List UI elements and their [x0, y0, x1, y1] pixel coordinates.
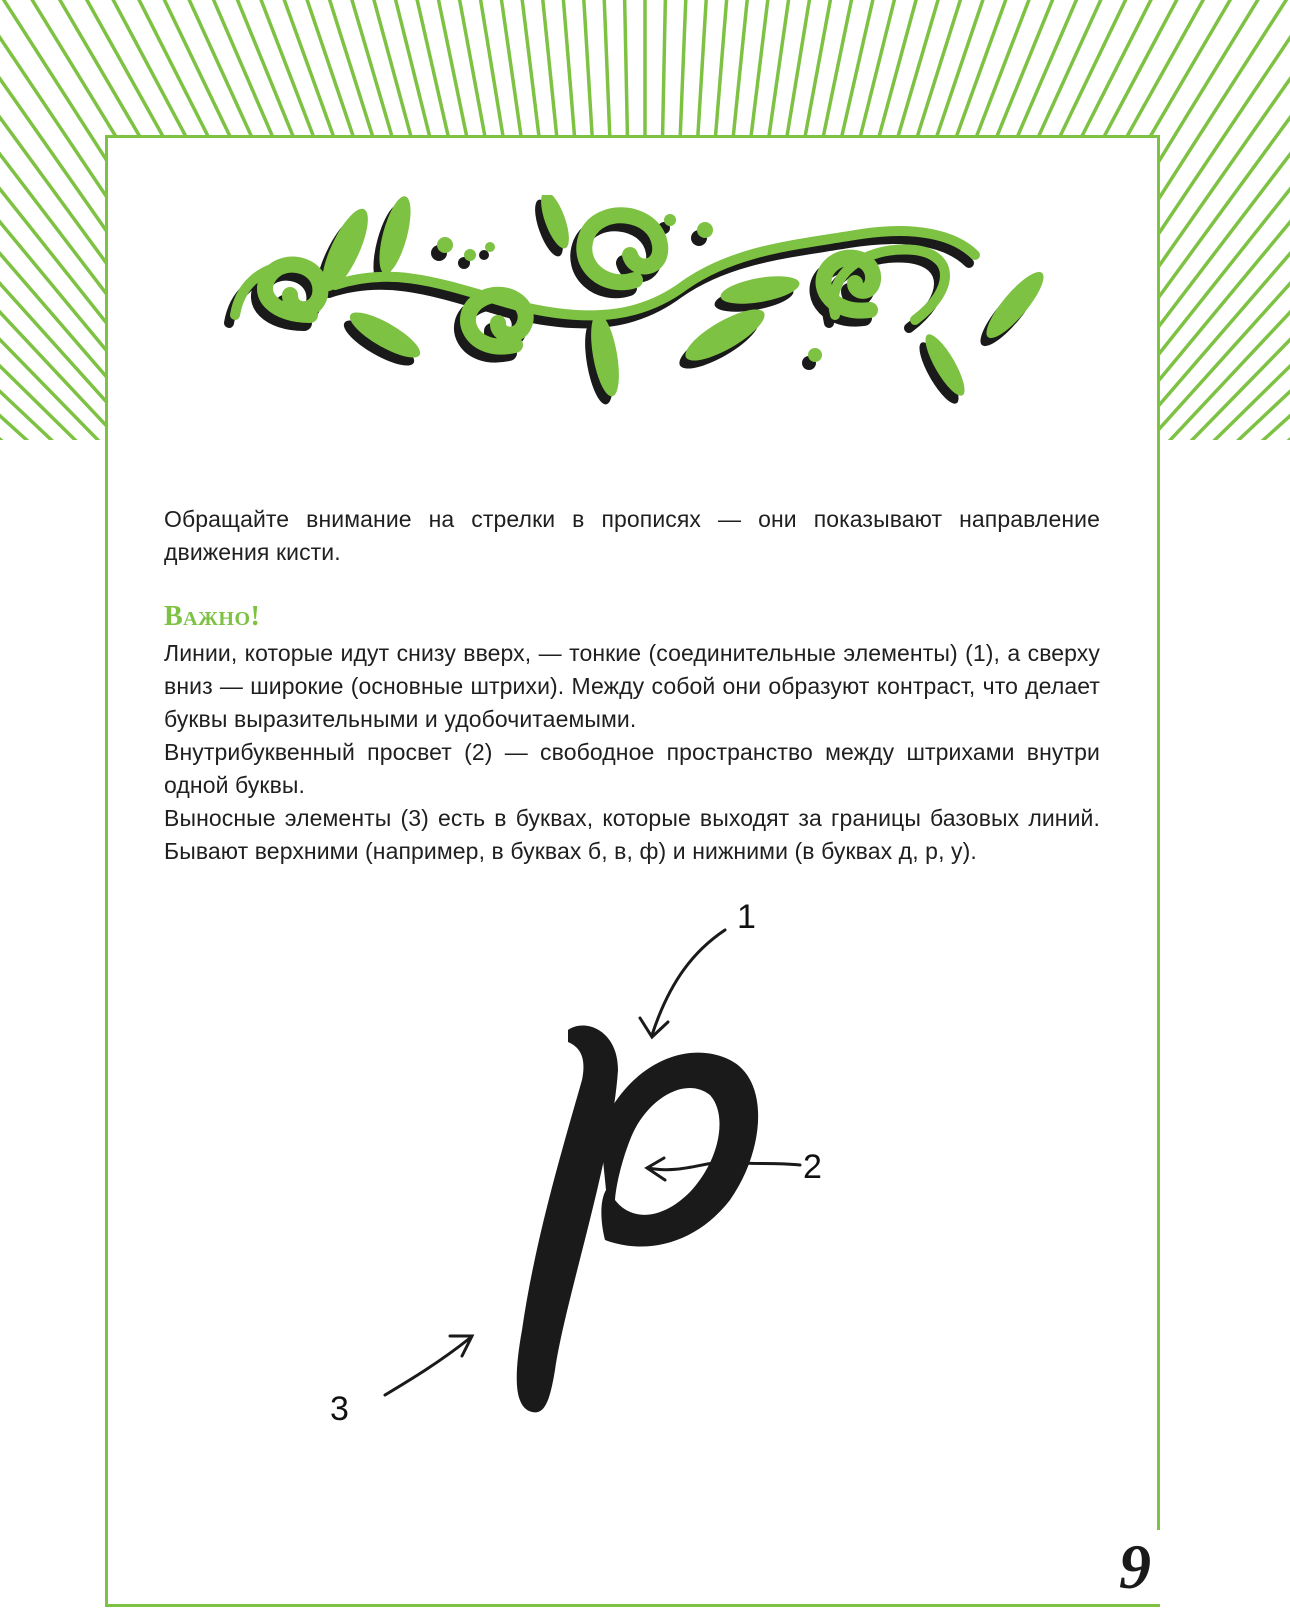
ornament-element [808, 348, 822, 362]
intro-paragraph [164, 503, 1100, 569]
ornament-element [697, 222, 713, 238]
ornament-element [479, 250, 489, 260]
important-paragraph-2: Внутрибуквенный просвет (2) — свободное пространство между штрихами внутри одной буквы. [164, 739, 1100, 798]
letter-bowl [600, 1053, 758, 1247]
letter-er-glyph [517, 1026, 758, 1413]
floral-ornament [215, 195, 1065, 425]
arrow-3 [385, 1338, 470, 1395]
letter-diagram [300, 900, 920, 1500]
label-2: 2 [803, 1148, 822, 1186]
arrow-1 [652, 930, 725, 1035]
label-1: 1 [737, 900, 756, 936]
important-heading: Важно! [164, 601, 261, 632]
intro-text: Обращайте внимание на стрелки в прописях — они показывают направление движения кисти. [164, 506, 1100, 565]
page-number: 9 [1105, 1530, 1165, 1604]
ornament-element [437, 237, 453, 253]
ornament-element [979, 265, 1051, 345]
label-3: 3 [330, 1390, 349, 1428]
ornament-element [664, 214, 676, 226]
ornament-element [464, 249, 476, 261]
important-paragraph-1: Линии, которые идут снизу вверх, — тонкие (соединительные элементы) (1), а сверху вниз — широкие (основные штрихи). Между собой они образуют контраст, что делает буквы выразительными и удобочитаемыми. [164, 640, 1100, 732]
ornament-element [485, 242, 495, 252]
important-paragraph-3: Выносные элементы (3) есть в буквах, которые выходят за границы базовых линий. Бывают верхними (например, в буквах б, в, ф) и нижними (в буквах д, р, у). [164, 805, 1100, 864]
important-body [164, 637, 1100, 868]
